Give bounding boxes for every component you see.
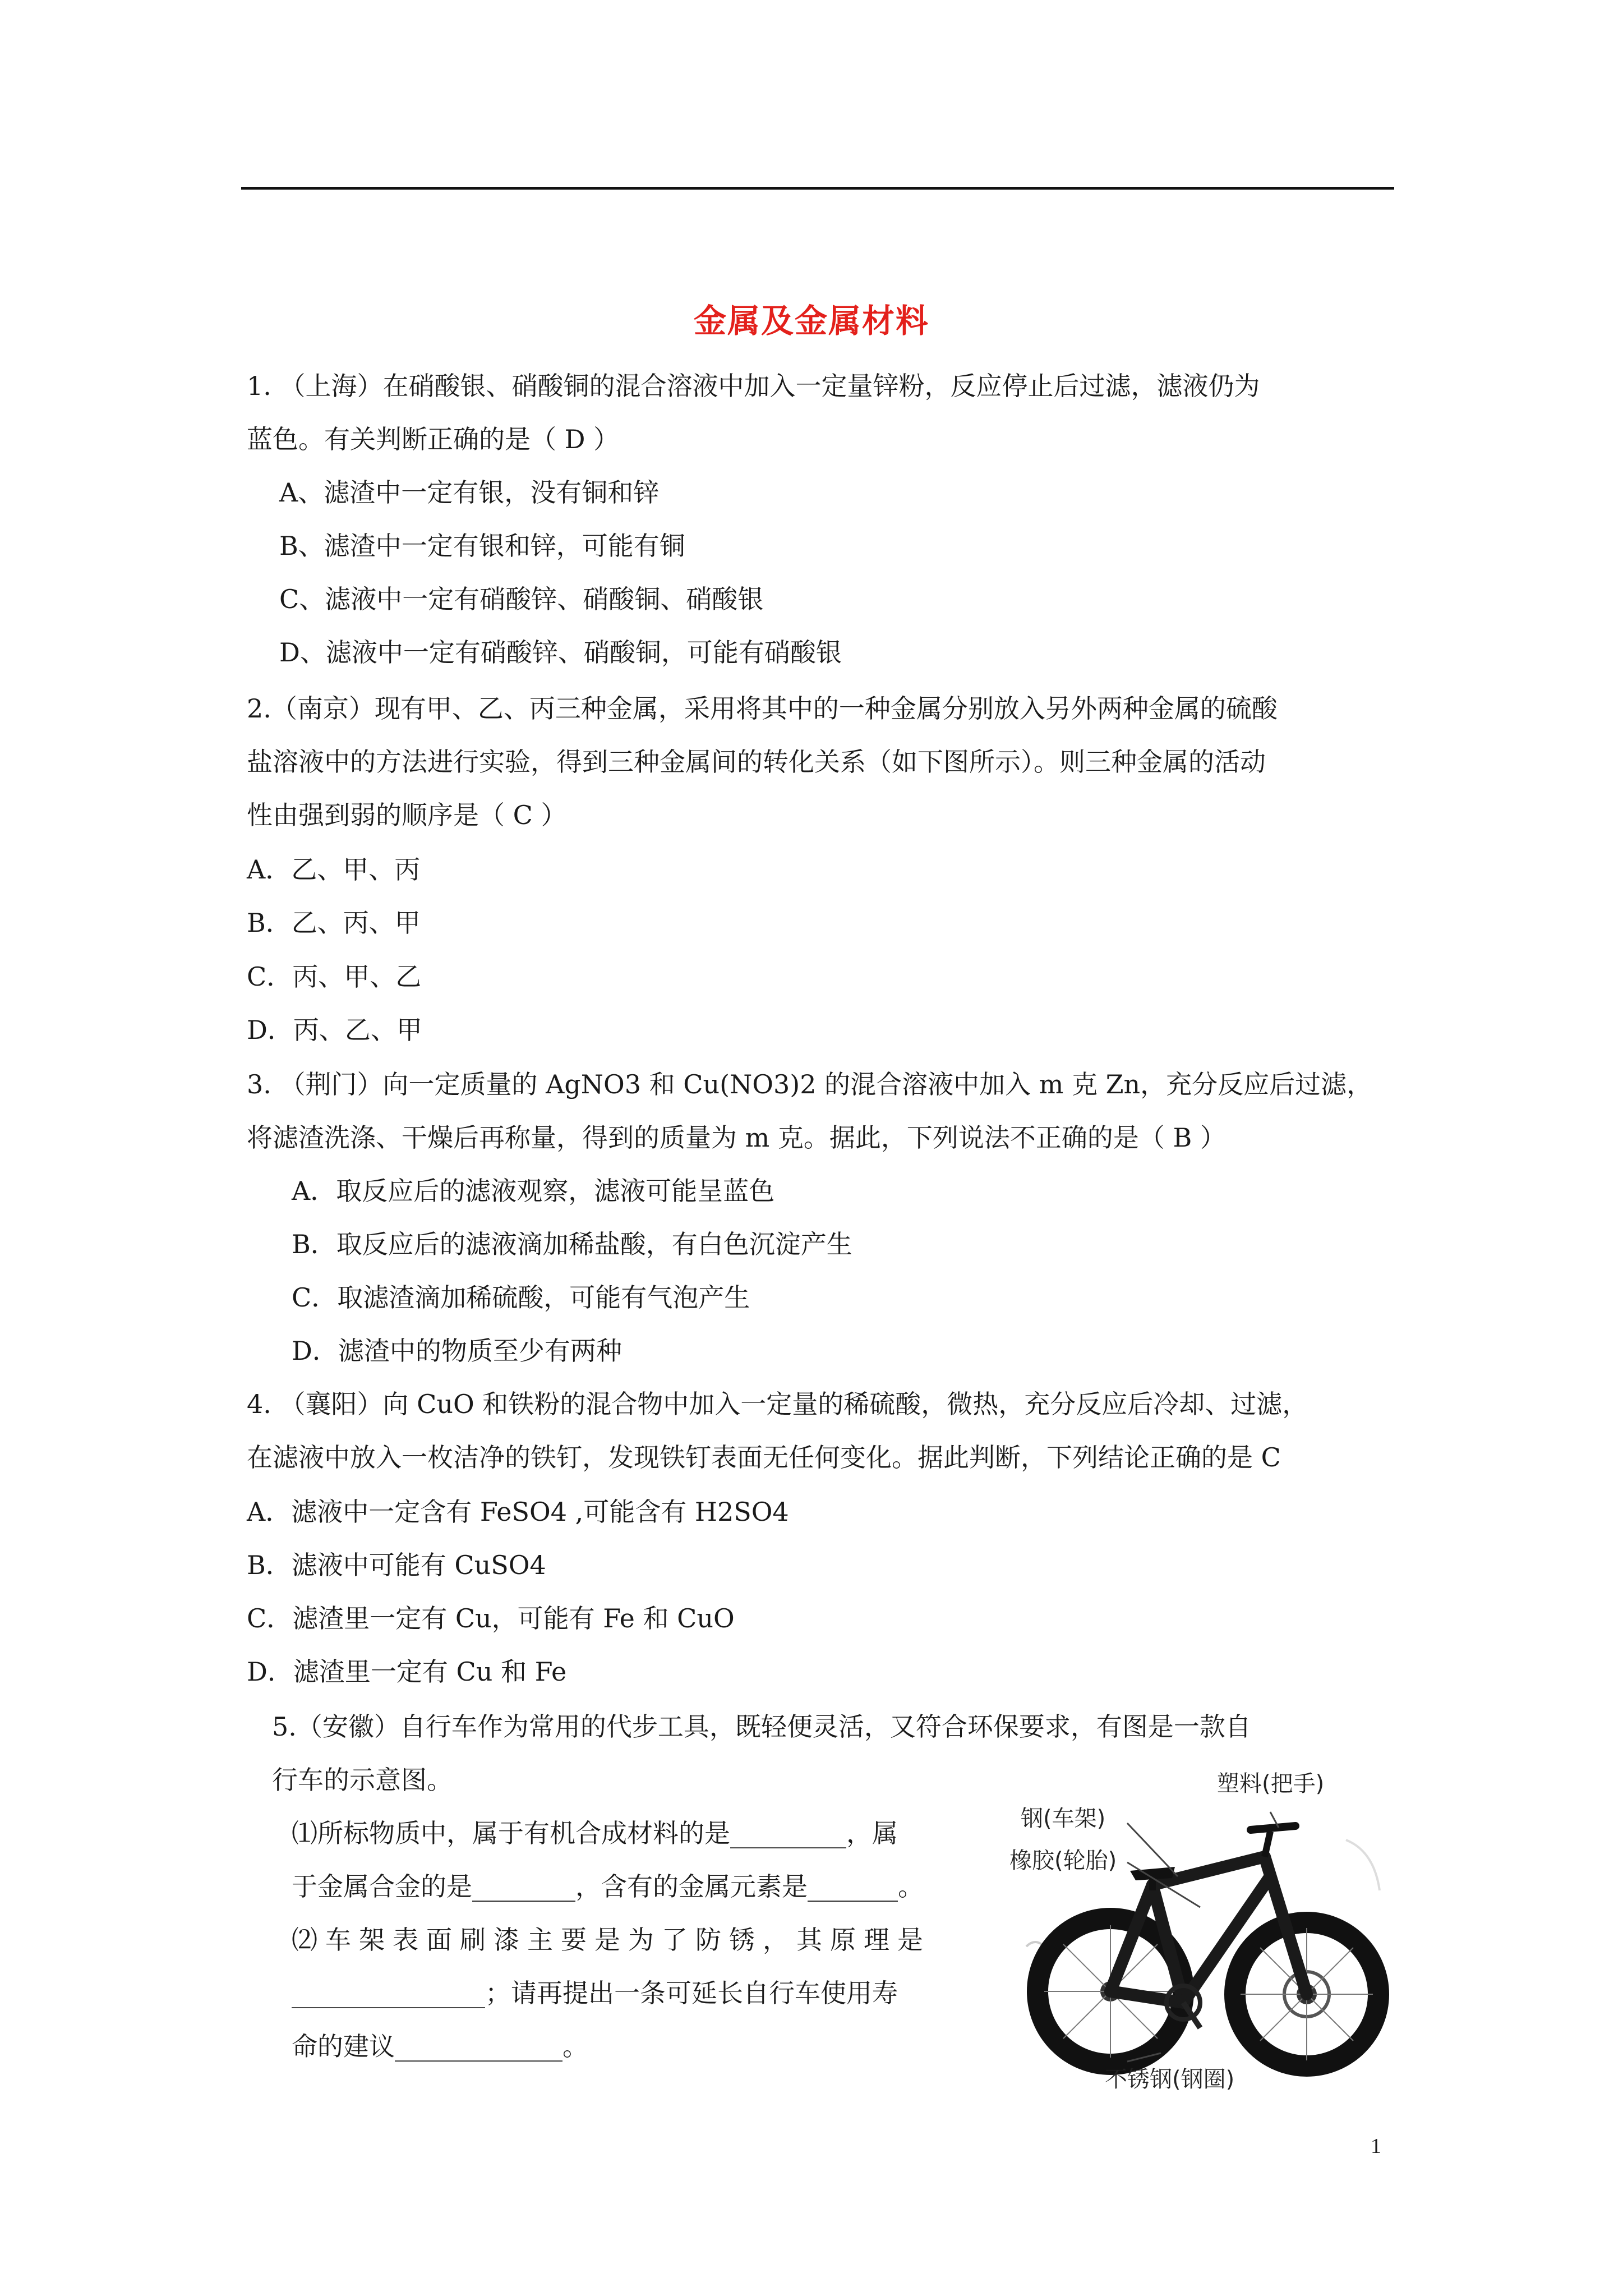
q4-option-a: A．滤液中一定含有 FeSO4 ,可能含有 H2SO4 — [247, 1497, 789, 1527]
q4-option-b: B．滤液中可能有 CuSO4 — [247, 1550, 546, 1580]
q2-stem-line-1: 2.（南京）现有甲、乙、丙三种金属，采用将其中的一种金属分别放入另外两种金属的硫酸 — [247, 693, 1278, 724]
label-stainless-rim: 不锈钢(钢圈) — [1105, 2067, 1235, 2092]
header-rule — [241, 187, 1394, 190]
q2-option-c: C．丙、甲、乙 — [247, 961, 422, 992]
label-steel-frame: 钢(车架) — [1021, 1806, 1106, 1832]
q5-sub2-line-1: ⑵车架表面刷漆主要是为了防锈，其原理是 — [292, 1925, 931, 1955]
q3-option-b: B．取反应后的滤液滴加稀盐酸，有白色沉淀产生 — [292, 1229, 852, 1259]
bicycle-figure — [1009, 1771, 1396, 2092]
q1-stem-line-2: 蓝色。有关判断正确的是（ D ） — [247, 424, 620, 454]
bicycle-handlebar — [1251, 1826, 1295, 1830]
page-number: 1 — [1371, 2134, 1381, 2158]
label-plastic-handle: 塑料(把手) — [1217, 1771, 1325, 1797]
q5-stem-line-2: 行车的示意图。 — [272, 1765, 453, 1795]
q5-sub2-line-3: 命的建议_____________。 — [292, 2031, 588, 2062]
q1-option-a: A、滤渣中一定有银，没有铜和锌 — [279, 477, 660, 508]
q2-stem-line-3: 性由强到弱的顺序是（ C ） — [247, 800, 567, 830]
q5-sub1-line-2: 于金属合金的是________，含有的金属元素是_______。 — [292, 1871, 924, 1902]
q3-stem-line-2: 将滤渣洗涤、干燥后再称量，得到的质量为 m 克。据此，下列说法不正确的是（ B ） — [247, 1122, 1226, 1153]
q3-option-c: C．取滤渣滴加稀硫酸，可能有气泡产生 — [292, 1282, 750, 1313]
q4-stem-line-1: 4. （襄阳）向 CuO 和铁粉的混合物中加入一定量的稀硫酸，微热，充分反应后冷却、过滤， — [247, 1389, 1308, 1419]
document-title: 金属及金属材料 — [693, 302, 929, 340]
q1-option-c: C、滤液中一定有硝酸锌、硝酸铜、硝酸银 — [279, 584, 764, 614]
q2-option-d: D．丙、乙、甲 — [247, 1015, 422, 1045]
q4-option-c: C．滤渣里一定有 Cu，可能有 Fe 和 CuO — [247, 1603, 735, 1634]
q2-option-b: B．乙、丙、甲 — [247, 908, 421, 938]
q5-sub2-line-2: _______________；请再提出一条可延长自行车使用寿 — [292, 1978, 898, 2008]
q5-sub1-line-1: ⑴所标物质中，属于有机合成材料的是_________，属 — [292, 1818, 898, 1848]
q2-option-a: A．乙、甲、丙 — [247, 854, 421, 885]
q5-stem-line-1: 5.（安徽）自行车作为常用的代步工具，既轻便灵活，又符合环保要求，有图是一款自 — [272, 1711, 1251, 1742]
q3-option-d: D．滤渣中的物质至少有两种 — [292, 1336, 622, 1366]
label-rubber-tire: 橡胶(轮胎) — [1009, 1848, 1117, 1874]
q3-stem-line-1: 3. （荆门）向一定质量的 AgNO3 和 Cu(NO3)2 的混合溶液中加入 m 克 Zn，充分反应后过滤， — [247, 1069, 1373, 1099]
q2-stem-line-2: 盐溶液中的方法进行实验，得到三种金属间的转化关系（如下图所示）。则三种金属的活动 — [247, 747, 1266, 777]
q1-stem-line-1: 1. （上海）在硝酸银、硝酸铜的混合溶液中加入一定量锌粉，反应停止后过滤，滤液仍为 — [247, 371, 1260, 401]
q1-option-b: B、滤渣中一定有银和锌，可能有铜 — [279, 531, 685, 561]
q4-option-d: D．滤渣里一定有 Cu 和 Fe — [247, 1657, 567, 1687]
q4-stem-line-2: 在滤液中放入一枚洁净的铁钉，发现铁钉表面无任何变化。据此判断，下列结论正确的是 C — [247, 1442, 1281, 1473]
q3-option-a: A．取反应后的滤液观察，滤液可能呈蓝色 — [292, 1176, 775, 1206]
q1-option-d: D、滤液中一定有硝酸锌、硝酸铜，可能有硝酸银 — [279, 637, 842, 668]
